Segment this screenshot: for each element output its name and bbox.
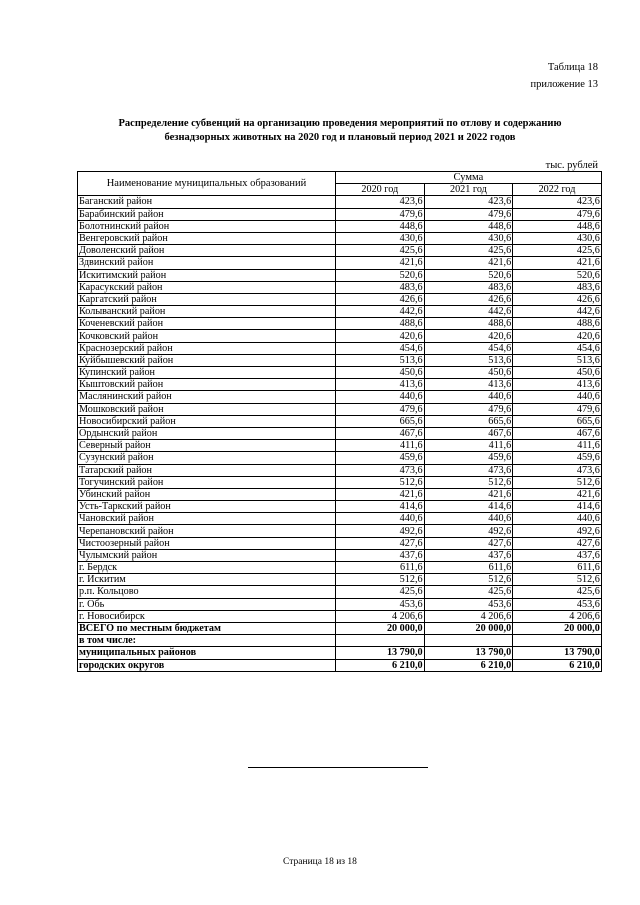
table-row — [78, 306, 602, 318]
municipality-name: Тогучинский район — [78, 476, 336, 488]
subtotal-row-cities — [78, 659, 602, 671]
value-2022: 473,6 — [513, 464, 602, 476]
table-row — [78, 330, 602, 342]
municipality-name: г. Искитим — [78, 574, 336, 586]
value-2020: 453,6 — [336, 598, 425, 610]
value-2020: 513,6 — [336, 354, 425, 366]
table-row — [78, 501, 602, 513]
value-2021: 488,6 — [424, 318, 513, 330]
value-2021: 440,6 — [424, 391, 513, 403]
subtotal-2022: 13 790,0 — [513, 647, 602, 659]
municipality-name: Доволенский район — [78, 245, 336, 257]
value-2022: 448,6 — [513, 220, 602, 232]
table-row — [78, 367, 602, 379]
value-2021: 450,6 — [424, 367, 513, 379]
municipality-name: Кочковский район — [78, 330, 336, 342]
municipality-name: Новосибирский район — [78, 415, 336, 427]
value-2021: 414,6 — [424, 501, 513, 513]
column-header-sum: Сумма — [336, 172, 602, 184]
total-2021: 20 000,0 — [424, 622, 513, 634]
value-2021: 473,6 — [424, 464, 513, 476]
value-2022: 423,6 — [513, 196, 602, 208]
municipality-name: Купинский район — [78, 367, 336, 379]
municipality-name: Баганский район — [78, 196, 336, 208]
table-row — [78, 415, 602, 427]
units-label: тыс. рублей — [545, 160, 598, 171]
table-row — [78, 488, 602, 500]
table-row — [78, 232, 602, 244]
value-2020: 450,6 — [336, 367, 425, 379]
table-row — [78, 464, 602, 476]
municipality-name: Краснозерский район — [78, 342, 336, 354]
subtotal-row-districts — [78, 647, 602, 659]
value-2021: 420,6 — [424, 330, 513, 342]
value-2020: 423,6 — [336, 196, 425, 208]
subtotal-2020: 6 210,0 — [336, 659, 425, 671]
value-2022: 492,6 — [513, 525, 602, 537]
value-2020: 473,6 — [336, 464, 425, 476]
table-row — [78, 269, 602, 281]
municipality-name: Болотнинский район — [78, 220, 336, 232]
title-line-1: Распределение субвенций на организацию проведения мероприятий по отлову и содержанию — [118, 118, 562, 129]
municipality-name: Каргатский район — [78, 293, 336, 305]
municipality-name: г. Новосибирск — [78, 610, 336, 622]
total-2020: 20 000,0 — [336, 622, 425, 634]
table-row — [78, 440, 602, 452]
value-2020: 425,6 — [336, 586, 425, 598]
value-2020: 430,6 — [336, 232, 425, 244]
subtotal-label: муниципальных районов — [78, 647, 336, 659]
value-2020: 414,6 — [336, 501, 425, 513]
value-2020: 454,6 — [336, 342, 425, 354]
including-label: в том числе: — [78, 635, 336, 647]
municipality-name: Татарский район — [78, 464, 336, 476]
value-2020: 448,6 — [336, 220, 425, 232]
value-2022: 421,6 — [513, 257, 602, 269]
value-2020: 512,6 — [336, 574, 425, 586]
value-2020: 483,6 — [336, 281, 425, 293]
subtotal-2020: 13 790,0 — [336, 647, 425, 659]
table-row — [78, 354, 602, 366]
municipality-name: Барабинский район — [78, 208, 336, 220]
table-row — [78, 476, 602, 488]
value-2020: 437,6 — [336, 549, 425, 561]
value-2020: 425,6 — [336, 245, 425, 257]
value-2021: 413,6 — [424, 379, 513, 391]
value-2020: 427,6 — [336, 537, 425, 549]
value-2020: 420,6 — [336, 330, 425, 342]
value-2021: 423,6 — [424, 196, 513, 208]
value-2022: 520,6 — [513, 269, 602, 281]
table-row — [78, 208, 602, 220]
value-2022: 427,6 — [513, 537, 602, 549]
value-2020: 426,6 — [336, 293, 425, 305]
value-2020: 421,6 — [336, 488, 425, 500]
value-2021: 665,6 — [424, 415, 513, 427]
value-2021: 430,6 — [424, 232, 513, 244]
subtotal-2021: 6 210,0 — [424, 659, 513, 671]
value-2020: 611,6 — [336, 562, 425, 574]
table-row — [78, 586, 602, 598]
value-2021: 512,6 — [424, 574, 513, 586]
table-row — [78, 537, 602, 549]
value-2021: 479,6 — [424, 403, 513, 415]
value-2022: 483,6 — [513, 281, 602, 293]
value-2022: 411,6 — [513, 440, 602, 452]
value-2020: 421,6 — [336, 257, 425, 269]
value-2022: 442,6 — [513, 306, 602, 318]
value-2020: 479,6 — [336, 208, 425, 220]
value-2022: 512,6 — [513, 574, 602, 586]
table-row — [78, 574, 602, 586]
value-2021: 454,6 — [424, 342, 513, 354]
value-2022: 665,6 — [513, 415, 602, 427]
municipality-name: Ордынский район — [78, 427, 336, 439]
value-2022: 488,6 — [513, 318, 602, 330]
value-2021: 440,6 — [424, 513, 513, 525]
municipality-name: Коченевский район — [78, 318, 336, 330]
value-2020: 440,6 — [336, 391, 425, 403]
subtotal-2021: 13 790,0 — [424, 647, 513, 659]
value-2021: 421,6 — [424, 488, 513, 500]
table-row — [78, 452, 602, 464]
value-2022: 454,6 — [513, 342, 602, 354]
table-row — [78, 549, 602, 561]
separator-line — [248, 767, 428, 768]
municipality-name: Венгеровский район — [78, 232, 336, 244]
value-2022: 426,6 — [513, 293, 602, 305]
value-2021: 4 206,6 — [424, 610, 513, 622]
table-row — [78, 525, 602, 537]
value-2021: 459,6 — [424, 452, 513, 464]
value-2020: 488,6 — [336, 318, 425, 330]
value-2021: 467,6 — [424, 427, 513, 439]
value-2022: 413,6 — [513, 379, 602, 391]
title-line-2: безнадзорных животных на 2020 год и плановый период 2021 и 2022 годов — [164, 132, 516, 143]
municipality-name: Кыштовский район — [78, 379, 336, 391]
municipality-name: Черепановский район — [78, 525, 336, 537]
value-2022: 430,6 — [513, 232, 602, 244]
value-2022: 414,6 — [513, 501, 602, 513]
municipality-name: р.п. Кольцово — [78, 586, 336, 598]
total-label: ВСЕГО по местным бюджетам — [78, 622, 336, 634]
value-2020: 411,6 — [336, 440, 425, 452]
table-row — [78, 562, 602, 574]
table-number-label: Таблица 18 — [547, 62, 598, 73]
table-row — [78, 391, 602, 403]
value-2021: 520,6 — [424, 269, 513, 281]
table-body — [78, 196, 602, 623]
column-header-year-2021: 2021 год — [424, 184, 513, 196]
table-row — [78, 245, 602, 257]
value-2021: 425,6 — [424, 586, 513, 598]
value-2020: 479,6 — [336, 403, 425, 415]
value-2022: 4 206,6 — [513, 610, 602, 622]
value-2021: 442,6 — [424, 306, 513, 318]
value-2022: 459,6 — [513, 452, 602, 464]
value-2021: 483,6 — [424, 281, 513, 293]
value-2020: 520,6 — [336, 269, 425, 281]
value-2020: 459,6 — [336, 452, 425, 464]
value-2021: 512,6 — [424, 476, 513, 488]
value-2020: 442,6 — [336, 306, 425, 318]
value-2021: 453,6 — [424, 598, 513, 610]
value-2020: 467,6 — [336, 427, 425, 439]
column-header-year-2020: 2020 год — [336, 184, 425, 196]
value-2021: 492,6 — [424, 525, 513, 537]
value-2020: 4 206,6 — [336, 610, 425, 622]
document-title — [80, 117, 600, 145]
total-row — [78, 622, 602, 634]
value-2022: 425,6 — [513, 245, 602, 257]
municipality-name: Усть-Таркский район — [78, 501, 336, 513]
table-row — [78, 293, 602, 305]
value-2021: 437,6 — [424, 549, 513, 561]
table-row — [78, 598, 602, 610]
total-2022: 20 000,0 — [513, 622, 602, 634]
subsidy-table — [77, 171, 602, 672]
table-row — [78, 257, 602, 269]
municipality-name: Убинский район — [78, 488, 336, 500]
value-2022: 453,6 — [513, 598, 602, 610]
value-2022: 421,6 — [513, 488, 602, 500]
value-2022: 512,6 — [513, 476, 602, 488]
municipality-name: г. Бердск — [78, 562, 336, 574]
value-2022: 420,6 — [513, 330, 602, 342]
table-row — [78, 196, 602, 208]
value-2021: 425,6 — [424, 245, 513, 257]
value-2022: 479,6 — [513, 208, 602, 220]
appendix-label: приложение 13 — [530, 79, 598, 90]
subtotal-label: городских округов — [78, 659, 336, 671]
value-2022: 513,6 — [513, 354, 602, 366]
table-row — [78, 220, 602, 232]
value-2022: 437,6 — [513, 549, 602, 561]
value-2020: 440,6 — [336, 513, 425, 525]
municipality-name: Здвинский район — [78, 257, 336, 269]
value-2022: 467,6 — [513, 427, 602, 439]
table-row — [78, 427, 602, 439]
value-2021: 479,6 — [424, 208, 513, 220]
municipality-name: Мошковский район — [78, 403, 336, 415]
value-2020: 413,6 — [336, 379, 425, 391]
column-header-name: Наименование муниципальных образований — [78, 172, 336, 196]
municipality-name: г. Обь — [78, 598, 336, 610]
table-row — [78, 281, 602, 293]
value-2021: 426,6 — [424, 293, 513, 305]
value-2021: 427,6 — [424, 537, 513, 549]
municipality-name: Чулымский район — [78, 549, 336, 561]
page-footer: Страница 18 из 18 — [283, 857, 357, 867]
value-2021: 411,6 — [424, 440, 513, 452]
municipality-name: Маслянинский район — [78, 391, 336, 403]
table-row — [78, 318, 602, 330]
municipality-name: Карасукский район — [78, 281, 336, 293]
value-2022: 450,6 — [513, 367, 602, 379]
column-header-year-2022: 2022 год — [513, 184, 602, 196]
value-2022: 440,6 — [513, 391, 602, 403]
value-2020: 492,6 — [336, 525, 425, 537]
table-row — [78, 342, 602, 354]
value-2022: 479,6 — [513, 403, 602, 415]
municipality-name: Чистоозерный район — [78, 537, 336, 549]
value-2021: 448,6 — [424, 220, 513, 232]
municipality-name: Куйбышевский район — [78, 354, 336, 366]
value-2022: 611,6 — [513, 562, 602, 574]
table-row — [78, 513, 602, 525]
including-row — [78, 635, 602, 647]
municipality-name: Колыванский район — [78, 306, 336, 318]
municipality-name: Чановский район — [78, 513, 336, 525]
table-row — [78, 403, 602, 415]
subtotal-2022: 6 210,0 — [513, 659, 602, 671]
municipality-name: Северный район — [78, 440, 336, 452]
value-2022: 440,6 — [513, 513, 602, 525]
value-2020: 512,6 — [336, 476, 425, 488]
value-2022: 425,6 — [513, 586, 602, 598]
value-2021: 513,6 — [424, 354, 513, 366]
value-2020: 665,6 — [336, 415, 425, 427]
table-row — [78, 610, 602, 622]
table-row — [78, 379, 602, 391]
municipality-name: Сузунский район — [78, 452, 336, 464]
municipality-name: Искитимский район — [78, 269, 336, 281]
value-2021: 421,6 — [424, 257, 513, 269]
value-2021: 611,6 — [424, 562, 513, 574]
